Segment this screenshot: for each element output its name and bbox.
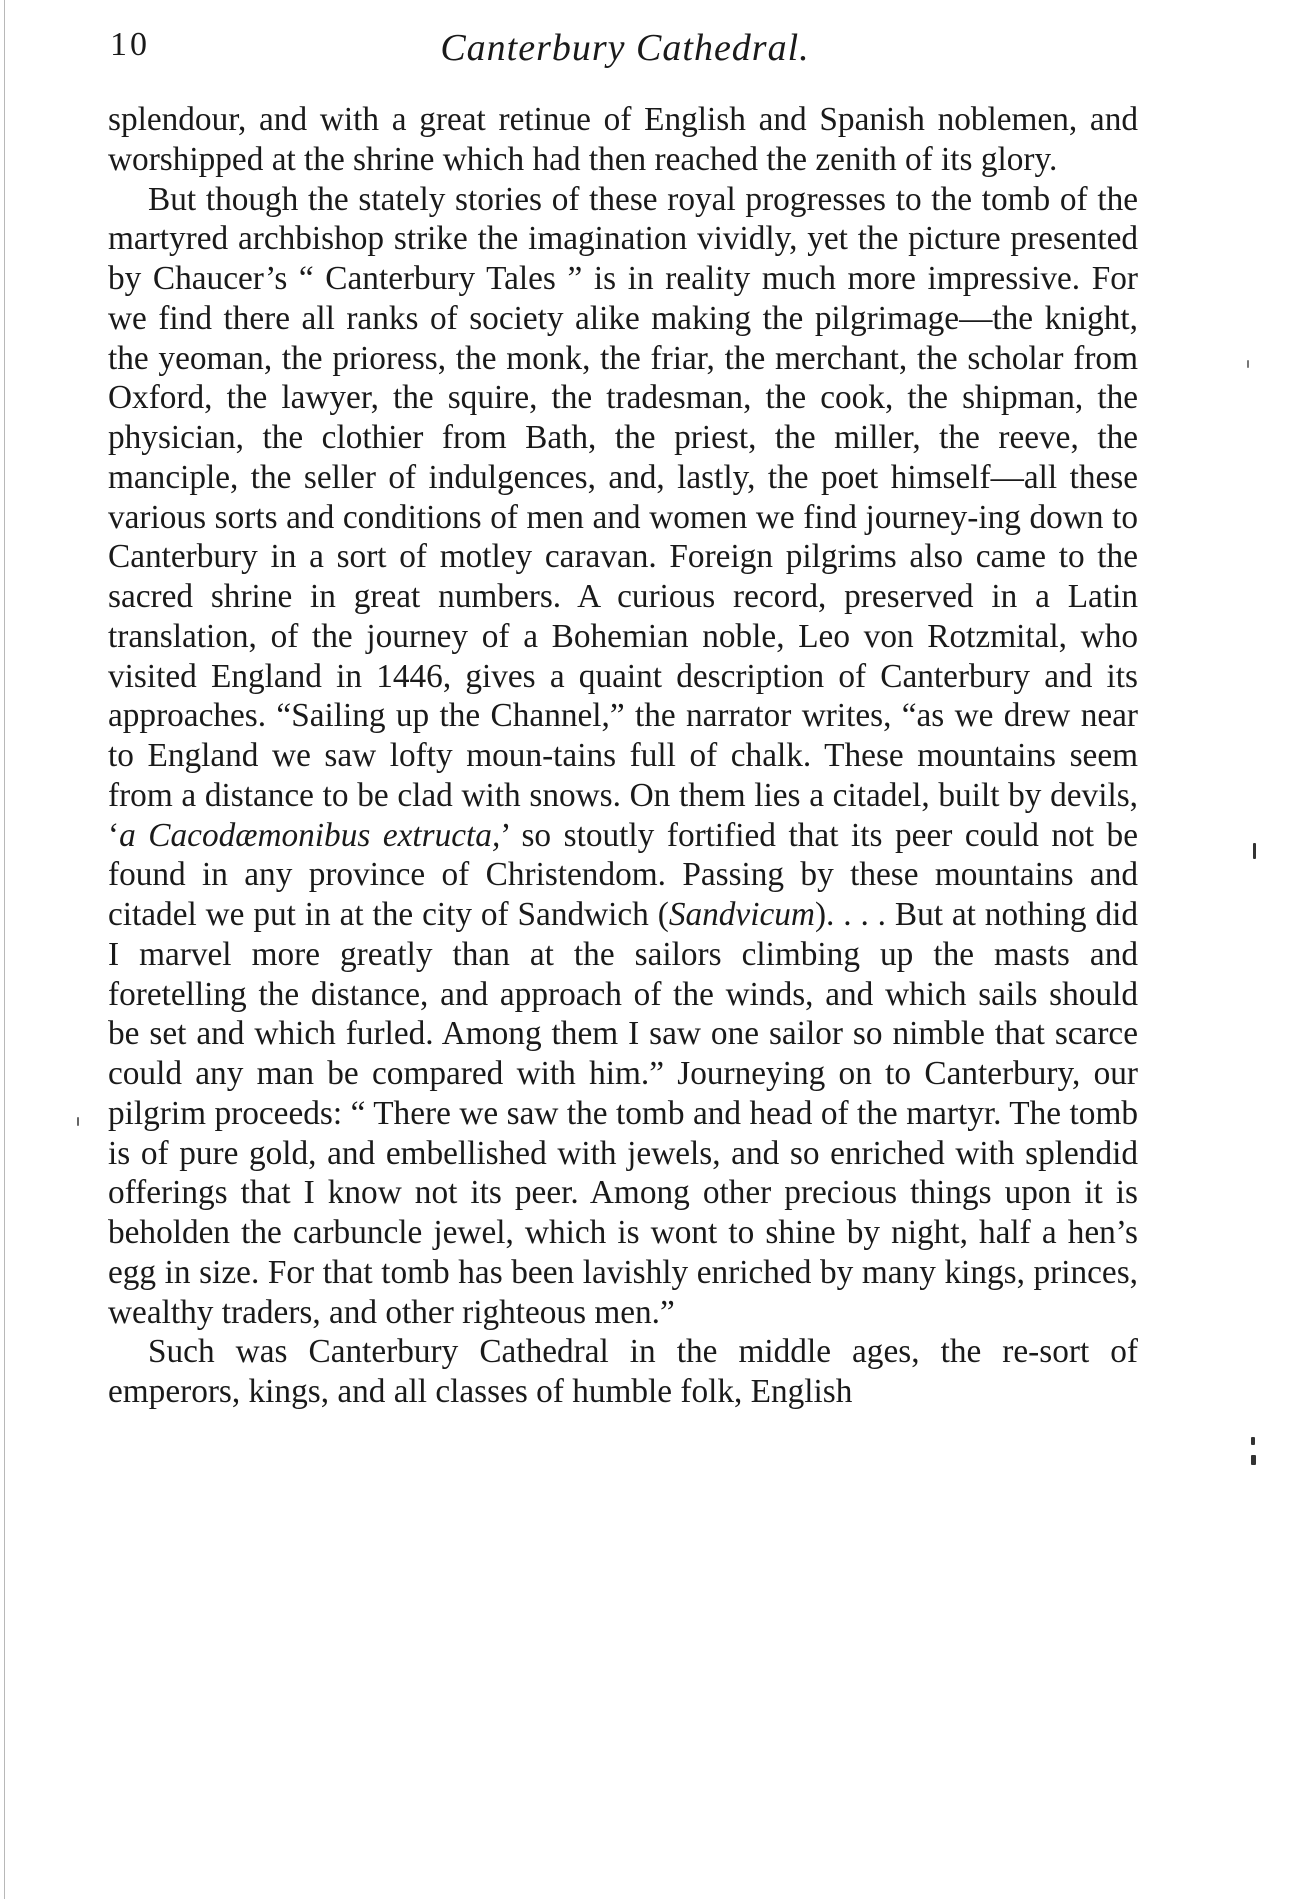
scan-speck	[1251, 1437, 1255, 1445]
scan-speck	[1253, 843, 1256, 859]
body-text	[108, 100, 1138, 1412]
paragraph-2	[108, 180, 1138, 1333]
page-edge-rule	[4, 0, 5, 1899]
scan-speck	[1251, 1455, 1256, 1465]
page-number: 10	[110, 26, 150, 63]
paragraph-2-text-b: ’ so stoutly fortified that its peer could not be found in any province of Christendom. Passing by these mountains and citadel we put in at the city of Sandwich (	[108, 816, 1138, 933]
paragraph-1-text: splendour, and with a great retinue of English and Spanish noblemen, and worshipped at the shrine which had then reached the zenith of its glory.	[108, 101, 1138, 178]
paragraph-2-text-c: ). . . . But at nothing did I marvel more greatly than at the sailors climbing up the masts and foretelling the distance, and approach of the winds, and which sails should be set and which furled. Among them I saw one sailor so nimble that scarce could any man be compared with him.” Journeying on to Canterbury, our pilgrim proceeds: “ There we saw the tomb and head of the martyr. The tomb is of pure gold, and embellished with jewels, and so enriched with splendid offerings that I know not its peer. Among other precious things upon it is beholden the carbuncle jewel, which is wont to shine by night, half a hen’s egg in size. For that tomb has been lavishly enriched by many kings, princes, wealthy traders, and other righteous men.”	[108, 896, 1138, 1331]
page-header	[110, 18, 1140, 78]
scan-speck	[77, 1117, 79, 1126]
running-title: Canterbury Cathedral.	[440, 27, 810, 69]
paragraph-1	[108, 100, 1138, 180]
paragraph-2-text-a: But though the stately stories of these royal progresses to the tomb of the martyred archbishop strike the imagination vividly, yet the picture presented by Chaucer’s “ Canterbury Tales ” is in reality much more impressive. For we find there all ranks of society alike making the pilgrimage—the knight, the yeoman, the prioress, the monk, the friar, the merchant, the scholar from Oxford, the lawyer, the squire, the tradesman, the cook, the shipman, the physician, the clothier from Bath, the priest, the miller, the reeve, the manciple, the seller of indulgences, and, lastly, the poet himself—all these various sorts and conditions of men and women we find journey-ing down to Canterbury in a sort of motley caravan. Foreign pilgrims also came to the sacred shrine in great numbers. A curious record, preserved in a Latin translation, of the journey of a Bohemian noble, Leo von Rotzmital, who visited England in 1446, gives a quaint description of Canterbury and its approaches. “Sailing up the Channel,” the narrator writes, “as we drew near to England we saw lofty moun-tains full of chalk. These mountains seem from a distance to be clad with snows. On them lies a citadel, built by devils, ‘	[108, 180, 1138, 854]
paragraph-2-latin-phrase: a Cacodæmonibus extructa,	[119, 816, 501, 854]
paragraph-2-latin-place: Sandvicum	[668, 896, 815, 933]
paragraph-3	[108, 1332, 1138, 1412]
scan-speck	[1247, 360, 1249, 368]
paragraph-3-text: Such was Canterbury Cathedral in the middle ages, the re-sort of emperors, kings, and all classes of humble folk, English	[108, 1333, 1138, 1410]
